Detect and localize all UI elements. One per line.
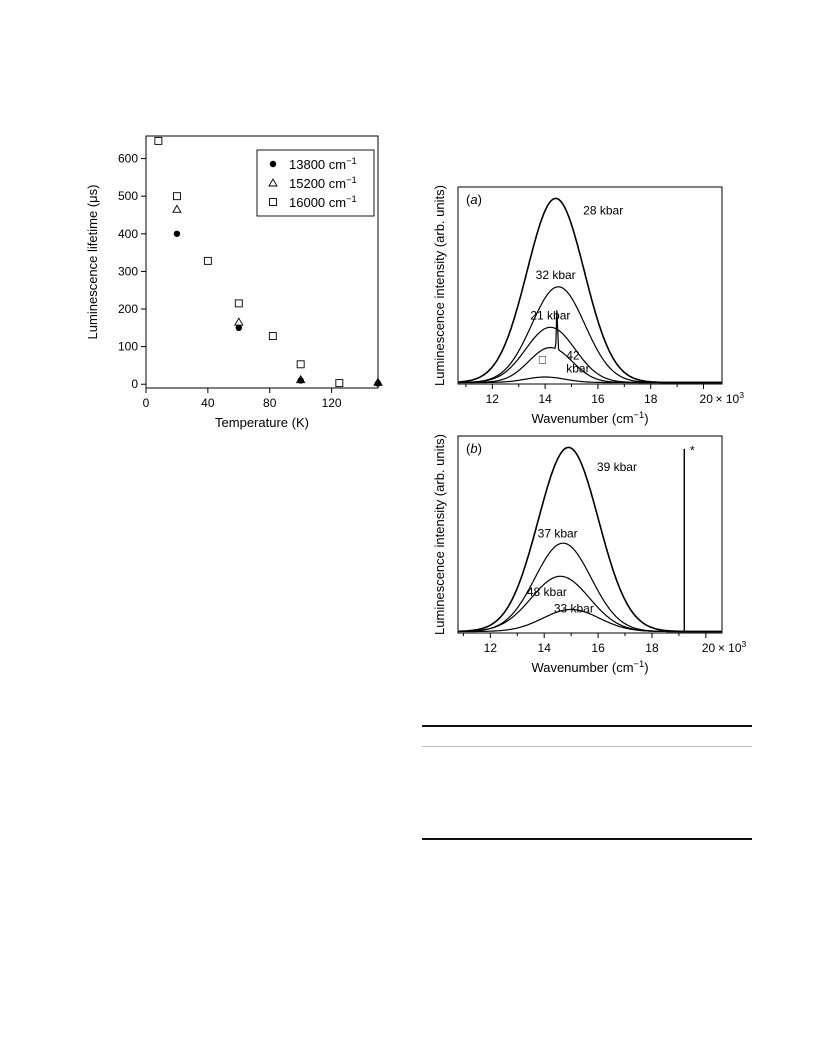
x-tick-label: 40 xyxy=(201,396,215,410)
annotation-0: □ xyxy=(538,352,547,367)
x-tick-multiplier: × $10^3$ xyxy=(717,639,747,655)
x-tick-label: 16 xyxy=(591,392,605,406)
legend-entry-1: 15200 $cm^{-1}$ xyxy=(289,175,357,191)
table-bottom-rule xyxy=(422,838,752,840)
series-label-0: 28 kbar xyxy=(583,203,624,218)
panel-label: (b) xyxy=(466,441,482,456)
x-tick-label: 20 xyxy=(699,392,713,406)
x-tick-label: 14 xyxy=(538,392,552,406)
series-label-3: 33 kbar xyxy=(553,601,594,616)
x-axis-label: Temperature (K) xyxy=(215,415,309,430)
legend-entry-0: 13800 $cm^{-1}$ xyxy=(289,156,357,172)
y-tick-label: 100 xyxy=(117,339,138,354)
x-tick-multiplier: × $10^3$ xyxy=(715,390,745,406)
x-axis-label: Wavenumber $(cm^{-1})$ xyxy=(531,410,649,426)
x-tick-label: 18 xyxy=(644,392,658,406)
x-tick-label: 16 xyxy=(591,641,605,655)
x-axis-label: Wavenumber $(cm^{-1})$ xyxy=(531,659,649,675)
x-tick-label: 80 xyxy=(263,396,277,410)
y-tick-label: 600 xyxy=(117,151,138,166)
x-tick-label: 120 xyxy=(321,396,342,410)
series-label-1: 37 kbar xyxy=(537,526,578,541)
y-axis-label: Luminescence lifetime (μs) xyxy=(85,184,100,340)
series-label-0: 39 kbar xyxy=(596,459,637,474)
table-top-rule xyxy=(422,725,752,727)
x-tick-label: 12 xyxy=(485,392,499,406)
legend-entry-2: 16000 $cm^{-1}$ xyxy=(289,194,357,210)
x-tick-label: 20 xyxy=(701,641,716,655)
y-tick-label: 500 xyxy=(117,189,138,204)
series-line-1 xyxy=(459,543,721,631)
x-tick-label: 18 xyxy=(645,641,659,655)
annotation-0: * xyxy=(690,443,695,458)
panel-label: (a) xyxy=(466,192,482,207)
series-label-3: 42 kbar xyxy=(566,348,590,376)
y-tick-label: 0 xyxy=(131,377,138,392)
x-tick-label: 12 xyxy=(483,641,498,655)
y-axis-label: Luminescence intensity (arb. units) xyxy=(432,185,447,386)
series-label-2: 21 kbar xyxy=(530,308,571,323)
y-tick-label: 300 xyxy=(117,264,138,279)
y-tick-label: 200 xyxy=(117,302,138,317)
table-header-rule xyxy=(422,746,752,747)
y-tick-label: 400 xyxy=(117,226,138,241)
x-tick-label: 14 xyxy=(537,641,551,655)
y-axis-label: Luminescence intensity (arb. units) xyxy=(432,434,447,635)
x-tick-label: 0 xyxy=(142,396,150,410)
series-label-1: 32 kbar xyxy=(535,268,576,283)
series-label-2: 48 kbar xyxy=(526,585,567,600)
